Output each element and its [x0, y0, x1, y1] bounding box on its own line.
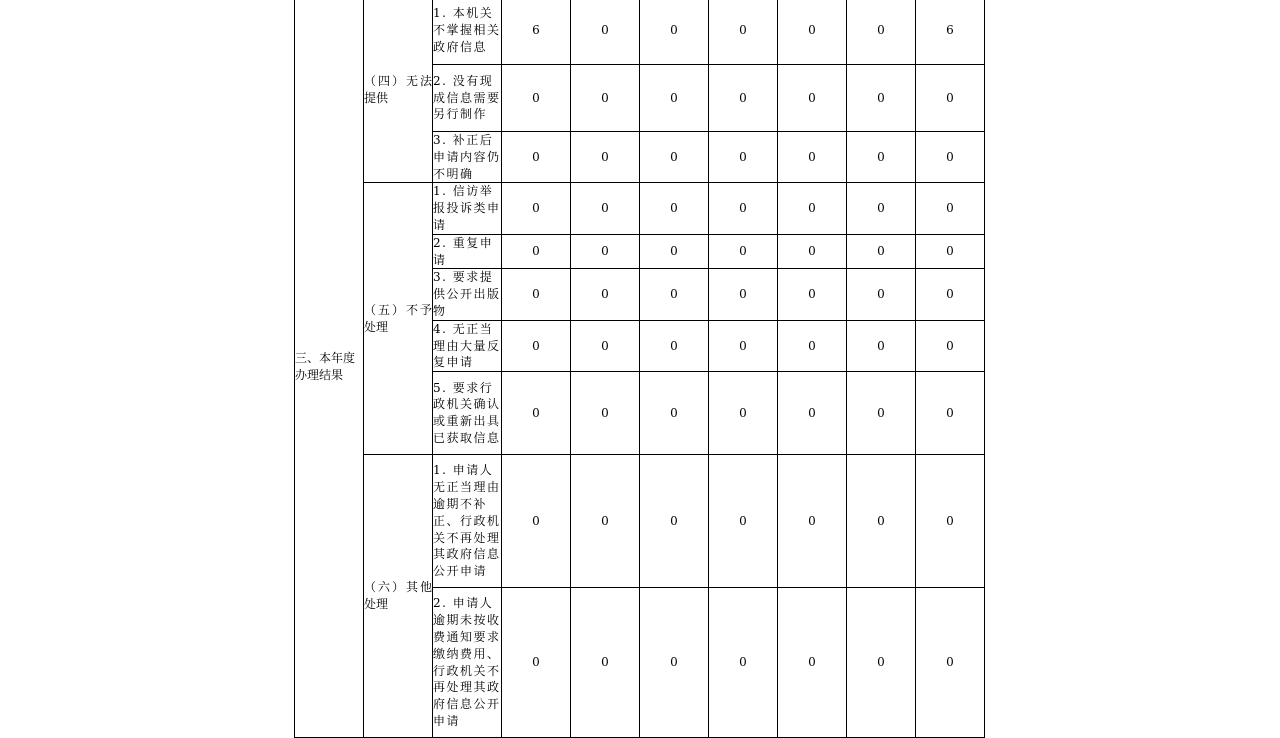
value-cell: 0: [571, 320, 640, 371]
value-cell: 0: [709, 183, 778, 234]
value-cell: 0: [778, 269, 847, 320]
group-label-4: （四）无法提供: [364, 0, 433, 183]
value-cell: 0: [709, 372, 778, 455]
value-cell: 0: [847, 372, 916, 455]
value-cell: 0: [916, 269, 985, 320]
value-cell: 0: [571, 0, 640, 65]
item-label: 3. 要求提供公开出版物: [433, 269, 502, 320]
value-cell: 0: [502, 183, 571, 234]
value-cell: 0: [778, 372, 847, 455]
value-cell: 0: [640, 132, 709, 183]
value-cell: 0: [502, 588, 571, 738]
value-cell: 0: [847, 234, 916, 269]
value-cell: 0: [709, 132, 778, 183]
item-label: 1. 申请人无正当理由逾期不补正、行政机关不再处理其政府信息公开申请: [433, 455, 502, 588]
value-cell: 0: [571, 269, 640, 320]
item-label: 4. 无正当理由大量反复申请: [433, 320, 502, 371]
value-cell: 0: [847, 65, 916, 132]
value-cell: 0: [709, 455, 778, 588]
value-cell: 0: [640, 269, 709, 320]
value-cell: 0: [916, 372, 985, 455]
value-cell: 0: [916, 65, 985, 132]
value-cell: 0: [778, 320, 847, 371]
value-cell: 0: [640, 320, 709, 371]
table-row: [295, 183, 985, 234]
group-label-6: （六）其他处理: [364, 455, 433, 738]
value-cell: 0: [502, 132, 571, 183]
table-body: [295, 0, 985, 738]
value-cell: 0: [502, 234, 571, 269]
value-cell: 0: [916, 455, 985, 588]
value-cell: 0: [571, 588, 640, 738]
value-cell: 0: [640, 65, 709, 132]
value-cell: 0: [778, 65, 847, 132]
value-cell: 0: [502, 455, 571, 588]
table-row: [295, 0, 985, 65]
item-label: 5. 要求行政机关确认或重新出具已获取信息: [433, 372, 502, 455]
value-cell: 0: [916, 588, 985, 738]
value-cell: 0: [847, 132, 916, 183]
value-cell: 0: [709, 234, 778, 269]
value-cell: 0: [778, 234, 847, 269]
value-cell: 0: [778, 0, 847, 65]
item-label: 1. 本机关不掌握相关政府信息: [433, 0, 502, 65]
item-label: 2. 没有现成信息需要另行制作: [433, 65, 502, 132]
value-cell: 0: [778, 183, 847, 234]
value-cell: 0: [640, 455, 709, 588]
item-label: 2. 重复申请: [433, 234, 502, 269]
value-cell: 0: [916, 183, 985, 234]
value-cell: 0: [847, 269, 916, 320]
value-cell: 0: [847, 320, 916, 371]
value-cell: 0: [709, 320, 778, 371]
value-cell: 0: [502, 372, 571, 455]
value-cell: 0: [502, 65, 571, 132]
value-cell: 0: [778, 455, 847, 588]
value-cell: 0: [640, 588, 709, 738]
value-cell: 0: [571, 132, 640, 183]
value-cell: 0: [709, 588, 778, 738]
value-cell: 0: [847, 0, 916, 65]
value-cell: 0: [847, 183, 916, 234]
value-cell: 0: [916, 132, 985, 183]
value-cell: 0: [709, 269, 778, 320]
value-cell: 0: [847, 588, 916, 738]
value-cell: 6: [502, 0, 571, 65]
value-cell: 0: [640, 0, 709, 65]
value-cell: 0: [709, 0, 778, 65]
item-label: 1. 信访举报投诉类申请: [433, 183, 502, 234]
table-row: [295, 455, 985, 588]
section-label: 三、本年度办理结果: [295, 0, 364, 738]
value-cell: 0: [640, 234, 709, 269]
value-cell: 0: [571, 372, 640, 455]
item-label: 2. 申请人逾期未按收费通知要求缴纳费用、行政机关不再处理其政府信息公开申请: [433, 588, 502, 738]
value-cell: 0: [916, 234, 985, 269]
value-cell: 0: [916, 320, 985, 371]
value-cell: 6: [916, 0, 985, 65]
value-cell: 0: [778, 588, 847, 738]
value-cell: 0: [571, 65, 640, 132]
value-cell: 0: [709, 65, 778, 132]
value-cell: 0: [571, 455, 640, 588]
value-cell: 0: [640, 372, 709, 455]
value-cell: 0: [778, 132, 847, 183]
group-label-5: （五）不予处理: [364, 183, 433, 455]
value-cell: 0: [571, 234, 640, 269]
value-cell: 0: [502, 269, 571, 320]
disclosure-results-table: [294, 0, 985, 738]
item-label: 3. 补正后申请内容仍不明确: [433, 132, 502, 183]
value-cell: 0: [571, 183, 640, 234]
value-cell: 0: [640, 183, 709, 234]
value-cell: 0: [502, 320, 571, 371]
value-cell: 0: [847, 455, 916, 588]
